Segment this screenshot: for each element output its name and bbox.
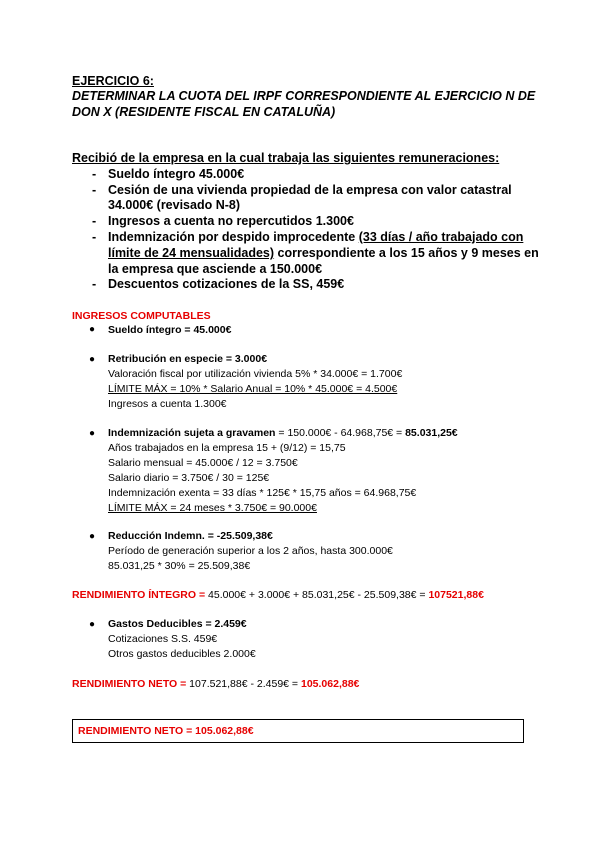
intro-item-severance-line2: límite de 24 mensualidades) correspondiente a los 15 años y 9 meses en <box>108 246 539 260</box>
reduccion-label: Reducción Indemn. = -25.509,38€ <box>108 530 273 542</box>
list-dash: - <box>92 167 97 181</box>
list-dash: - <box>92 214 97 228</box>
reduccion-calc: 85.031,25 * 30% = 25.509,38€ <box>108 560 251 572</box>
intro-item-severance-line1: Indemnización por despido improcedente (33 días / año trabajado con <box>108 230 524 244</box>
intro-item-severance-line3: la empresa que asciende a 150.000€ <box>108 262 323 276</box>
exercise-statement-line2: DON X (RESIDENTE FISCAL EN CATALUÑA) <box>72 105 336 119</box>
intro-item-housing-line1: Cesión de una vivienda propiedad de la empresa con valor catastral <box>108 183 512 197</box>
indemnizacion-label: Indemnización sujeta a gravamen = 150.000€ - 64.968,75€ = 85.031,25€ <box>108 427 458 439</box>
list-dash: - <box>92 230 97 244</box>
intro-item-ss: Descuentos cotizaciones de la SS, 459€ <box>108 277 345 291</box>
bullet-icon: ● <box>89 324 96 335</box>
indemnizacion-daily: Salario diario = 3.750€ / 30 = 125€ <box>108 472 270 484</box>
intro-heading: Recibió de la empresa en la cual trabaja las siguientes remuneraciones: <box>72 151 500 165</box>
exercise-title: EJERCICIO 6: <box>72 74 154 88</box>
bullet-icon: ● <box>89 428 96 439</box>
gastos-others: Otros gastos deducibles 2.000€ <box>108 648 256 660</box>
especie-limit: LÍMITE MÁX = 10% * Salario Anual = 10% * 45.000€ = 4.500€ <box>108 383 398 395</box>
indemnizacion-exempt: Indemnización exenta = 33 días * 125€ * 15,75 años = 64.968,75€ <box>108 487 417 499</box>
list-dash: - <box>92 277 97 291</box>
section-heading-computables: INGRESOS COMPUTABLES <box>72 310 211 322</box>
rendimiento-neto: RENDIMIENTO NETO = 107.521,88€ - 2.459€ = 105.062,88€ <box>72 678 360 690</box>
especie-advance: Ingresos a cuenta 1.300€ <box>108 398 227 410</box>
indemnizacion-monthly: Salario mensual = 45.000€ / 12 = 3.750€ <box>108 457 298 469</box>
bullet-icon: ● <box>89 619 96 630</box>
intro-item-housing-line2: 34.000€ (revisado N-8) <box>108 198 241 212</box>
especie-valuation: Valoración fiscal por utilización vivienda 5% * 34.000€ = 1.700€ <box>108 368 403 380</box>
list-dash: - <box>92 183 97 197</box>
bullet-icon: ● <box>89 531 96 542</box>
bullet-icon: ● <box>89 354 96 365</box>
gastos-label: Gastos Deducibles = 2.459€ <box>108 618 247 630</box>
intro-item-salary: Sueldo íntegro 45.000€ <box>108 167 245 181</box>
computable-salary: Sueldo íntegro = 45.000€ <box>108 324 232 336</box>
indemnizacion-limit: LÍMITE MÁX = 24 meses * 3.750€ = 90.000€ <box>108 502 317 514</box>
indemnizacion-years: Años trabajados en la empresa 15 + (9/12) = 15,75 <box>108 442 346 454</box>
rendimiento-integro: RENDIMIENTO ÍNTEGRO = 45.000€ + 3.000€ + 85.031,25€ - 25.509,38€ = 107521,88€ <box>72 589 484 601</box>
exercise-statement-line1: DETERMINAR LA CUOTA DEL IRPF CORRESPONDIENTE AL EJERCICIO N DE <box>72 89 536 103</box>
final-result-text: RENDIMIENTO NETO = 105.062,88€ <box>78 725 254 737</box>
final-result-box <box>72 719 524 743</box>
reduccion-period: Período de generación superior a los 2 años, hasta 300.000€ <box>108 545 393 557</box>
especie-label: Retribución en especie = 3.000€ <box>108 353 268 365</box>
intro-item-advance: Ingresos a cuenta no repercutidos 1.300€ <box>108 214 354 228</box>
gastos-ss: Cotizaciones S.S. 459€ <box>108 633 218 645</box>
